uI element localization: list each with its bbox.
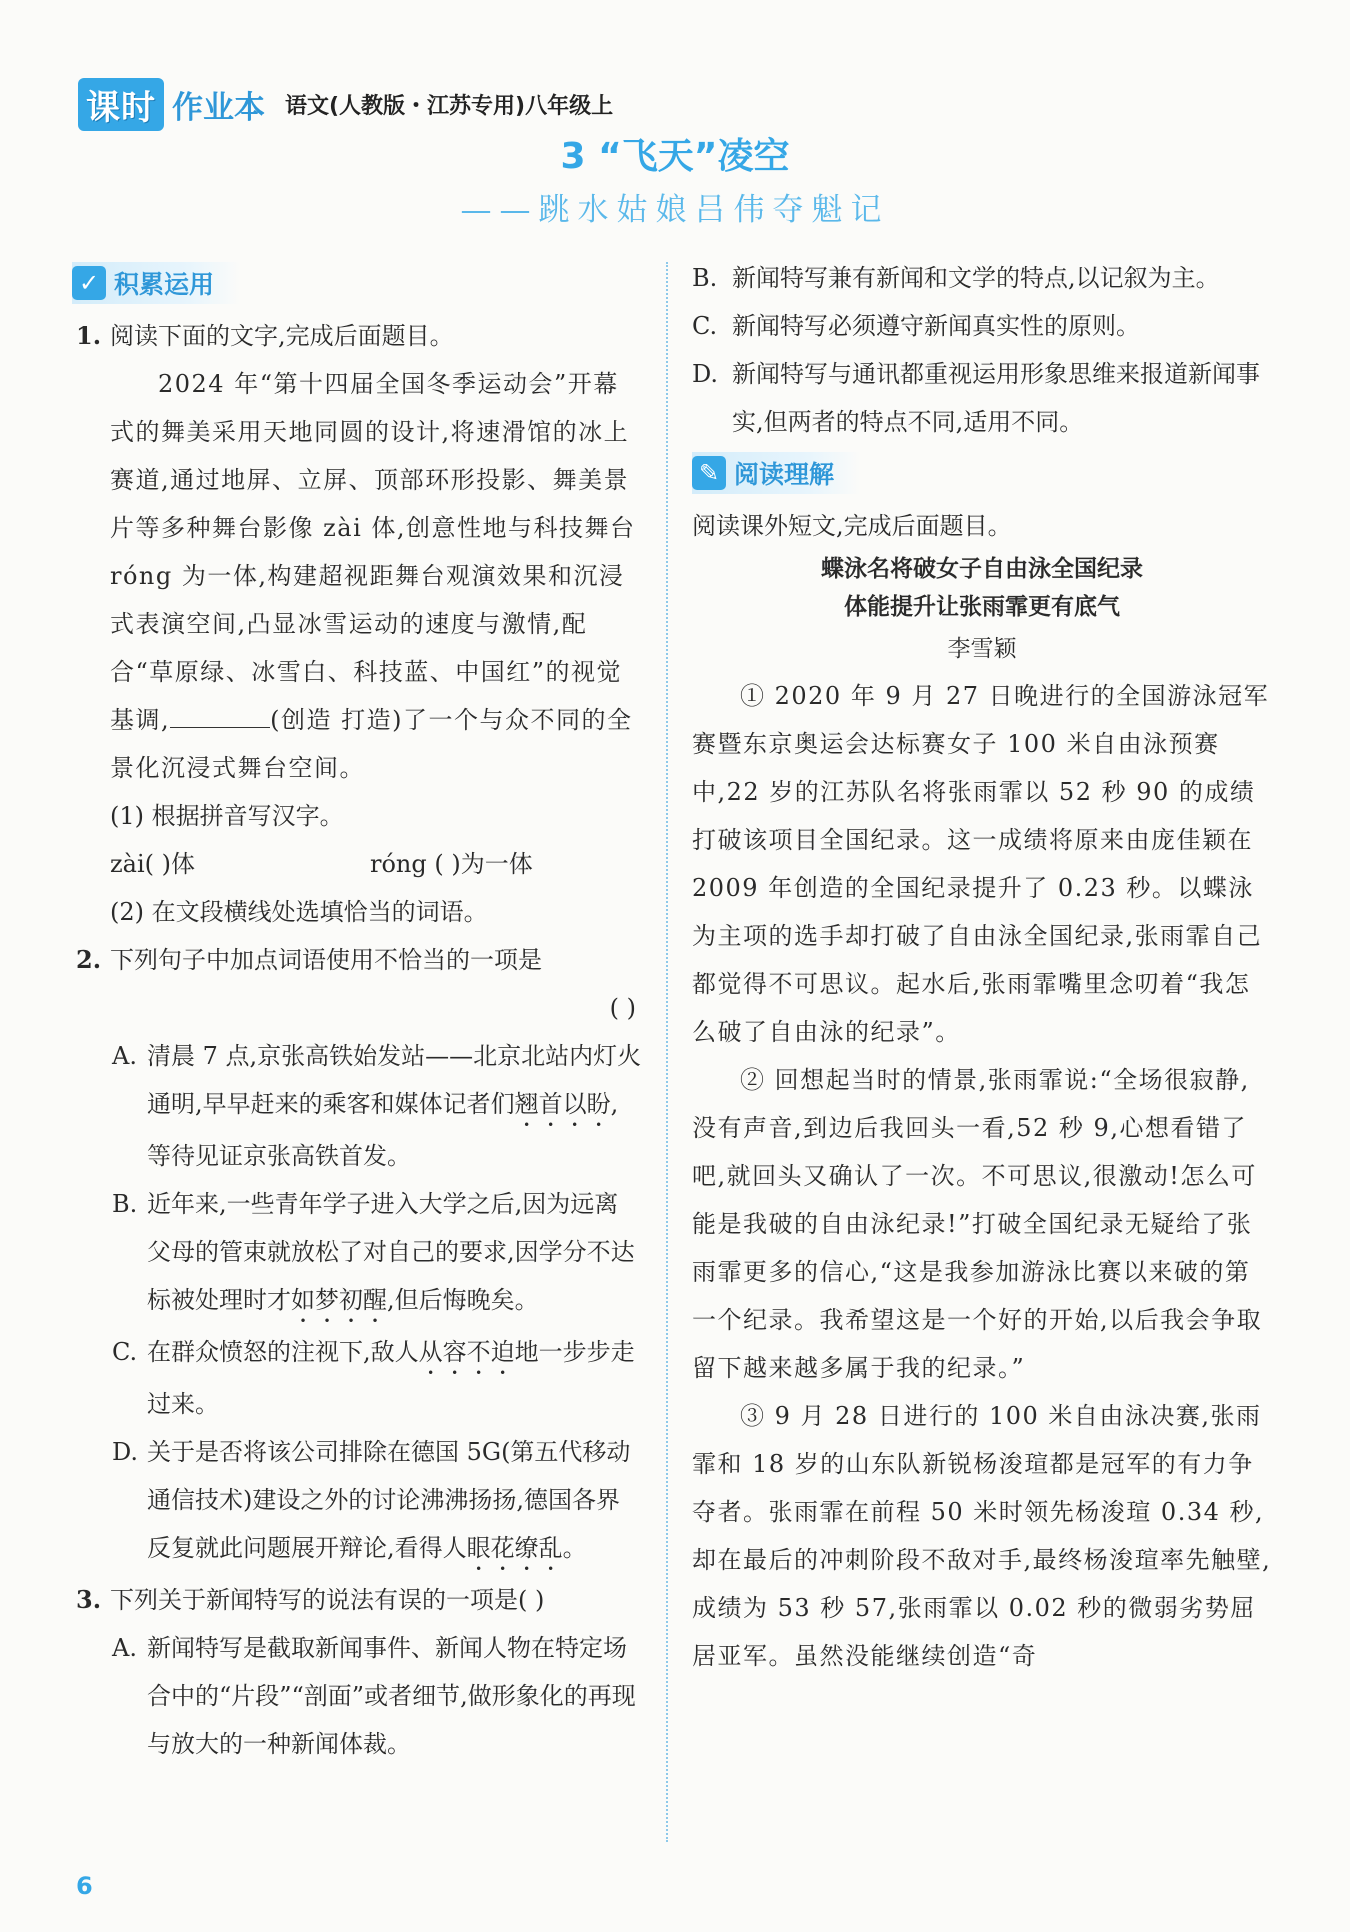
brand [78, 78, 613, 131]
option-text-end: 地一步步走过来。 [147, 1338, 635, 1418]
passage-text-end: (创造 打造)了一个与众不同的全景化沉浸式舞台空间。 [110, 706, 633, 782]
option-text: 新闻特写是截取新闻事件、新闻人物在特定场合中的“片段”“剖面”或者细节,做形象化的再现与放大的一种新闻体裁。 [147, 1634, 636, 1758]
option-text: 清晨 7 点,京张高铁始发站——北京北站内灯火通明,早早赶来的乘客和媒体记者们 [147, 1042, 642, 1118]
option-label: B. [692, 264, 718, 292]
option-b[interactable] [72, 1180, 642, 1328]
option-label: D. [692, 360, 719, 388]
option-label: A. [112, 1634, 137, 1662]
question-number: 2. [76, 945, 102, 974]
option-label: D. [112, 1438, 139, 1466]
article-paragraph-3: ③ 9 月 28 日进行的 100 米自由泳决赛,张雨霏和 18 岁的山东队新锐杨浚瑄都是冠军的有力争夺者。张雨霏在前程 50 米时领先杨浚瑄 0.34 秒,却在最后的冲刺阶段不敌对手,最终杨浚瑄率先触壁,成绩为 53 秒 57,张雨霏以 0.02 秒的微弱劣势屈居亚军。虽然没能继续创造“奇 [692, 1402, 1272, 1670]
option-label: B. [112, 1190, 138, 1218]
option-label: C. [112, 1338, 138, 1366]
lesson-subtitle: ——跳水姑娘吕伟夺魁记 [460, 192, 890, 228]
option-text: 新闻特写与通讯都重视运用形象思维来报道新闻事实,但两者的特点不同,适用不同。 [732, 360, 1260, 436]
option-text: 关于是否将该公司排除在德国 5G(第五代移动通信技术)建设之外的讨论沸沸扬扬,德国各界反复就此问题展开辩论,看得人 [147, 1438, 631, 1562]
option-text: 近年来,一些青年学子进入大学之后,因为远离父母的管束就放松了对自己的要求,因学分不达标被处理时才 [147, 1190, 635, 1314]
section-label: 积累运用 [114, 270, 215, 299]
option-a[interactable] [72, 1032, 642, 1180]
pencil-icon: ✎ [692, 456, 726, 490]
option-b[interactable] [692, 254, 1272, 302]
section-header-accumulation [72, 262, 240, 304]
option-text-end: ,等待见证京张高铁首发。 [147, 1090, 619, 1170]
option-text: 新闻特写兼有新闻和文学的特点,以记叙为主。 [732, 264, 1220, 292]
section-label: 阅读理解 [734, 460, 835, 489]
dotted-phrase: 从容不迫 [418, 1338, 515, 1366]
article-title-line-2: 体能提升让张雨霏更有底气 [844, 594, 1120, 620]
sub-question-1: (1) 根据拼音写汉字。 [110, 802, 344, 830]
dotted-phrase: 眼花缭乱 [466, 1534, 563, 1562]
article-title-line-1: 蝶泳名将破女子自由泳全国纪录 [821, 556, 1143, 582]
section-header-reading [692, 452, 860, 494]
option-a[interactable] [72, 1624, 642, 1768]
column-divider [666, 262, 668, 1842]
article-paragraph-1: ① 2020 年 9 月 27 日晚进行的全国游泳冠军赛暨东京奥运会达标赛女子 100 米自由泳预赛中,22 岁的江苏队名将张雨霏以 52 秒 90 的成绩打破该项目全国纪录。这一成绩将原来由庞佳颖在 2009 年创造的全国纪录提升了 0.23 秒。以蝶泳为主项的选手却打破了自由泳全国纪录,张雨霏自己都觉得不可思议。起水后,张雨霏嘴里念叨着“我怎么破了自由泳的纪录”。 [692, 682, 1270, 1046]
option-label: C. [692, 312, 718, 340]
answer-bracket[interactable]: ( ) [609, 994, 636, 1022]
book-subject: 语文(人教版・江苏专用)八年级上 [285, 94, 614, 119]
option-text-end: ,但后悔晚矣。 [387, 1286, 539, 1314]
option-text: 新闻特写必须遵守新闻真实性的原则。 [732, 312, 1140, 340]
pinyin-row [72, 840, 642, 888]
dotted-phrase: 翘首以盼 [514, 1090, 611, 1118]
article-paragraph-2: ② 回想起当时的情景,张雨霏说:“全场很寂静,没有声音,到边后我回头一看,52 秒 9,心想看错了吧,就回头又确认了一次。不可思议,很激动!怎么可能是我破的自由泳纪录!”打破全国纪录无疑给了张雨霏更多的信心,“这是我参加游泳比赛以来破的第一个纪录。我希望这是一个好的开始,以后我会争取留下越来越多属于我的纪录。” [692, 1066, 1263, 1382]
dotted-phrase: 如梦初醒 [291, 1286, 387, 1314]
question-2 [72, 936, 642, 984]
right-column [692, 254, 1272, 1680]
checkbox-icon: ✓ [72, 266, 106, 300]
option-text: 在群众愤怒的注视下,敌人 [147, 1338, 419, 1366]
question-3 [72, 1576, 642, 1624]
option-d[interactable] [72, 1428, 642, 1576]
option-c[interactable] [692, 302, 1272, 350]
article-author: 李雪颖 [947, 636, 1017, 662]
question-stem: 阅读下面的文字,完成后面题目。 [110, 322, 454, 350]
question-stem: 下列关于新闻特写的说法有误的一项是( ) [110, 1586, 545, 1614]
option-d[interactable] [692, 350, 1272, 446]
reading-intro: 阅读课外短文,完成后面题目。 [692, 512, 1012, 540]
page-number: 6 [76, 1872, 93, 1900]
option-text-end: 。 [562, 1534, 587, 1562]
question-1 [72, 312, 642, 360]
question-stem: 下列句子中加点词语使用不恰当的一项是 [110, 946, 542, 974]
passage [72, 360, 642, 792]
pinyin-item-zai[interactable]: zài( )体 [110, 850, 195, 878]
brand-logo: 课时 [78, 78, 164, 131]
question-number: 3. [76, 1585, 102, 1614]
answer-blank[interactable] [170, 701, 270, 728]
lesson-title: 3 “飞天”凌空 [560, 136, 790, 177]
option-label: A. [112, 1042, 137, 1070]
option-c[interactable] [72, 1328, 642, 1428]
sub-question-2: (2) 在文段横线处选填恰当的词语。 [110, 898, 488, 926]
question-number: 1. [76, 321, 102, 350]
pinyin-item-rong[interactable]: róng ( )为一体 [370, 850, 533, 878]
brand-name: 作业本 [172, 90, 265, 126]
left-column [72, 262, 642, 1768]
passage-text: 2024 年“第十四届全国冬季运动会”开幕式的舞美采用天地同圆的设计,将速滑馆的冰上赛道,通过地屏、立屏、顶部环形投影、舞美景片等多种舞台影像 zài 体,创意性地与科技舞台 róng 为一体,构建超视距舞台观演效果和沉浸式表演空间,凸显冰雪运动的速度与激情,配合“草原绿、冰雪白、科技蓝、中国红”的视觉基调, [110, 370, 636, 734]
